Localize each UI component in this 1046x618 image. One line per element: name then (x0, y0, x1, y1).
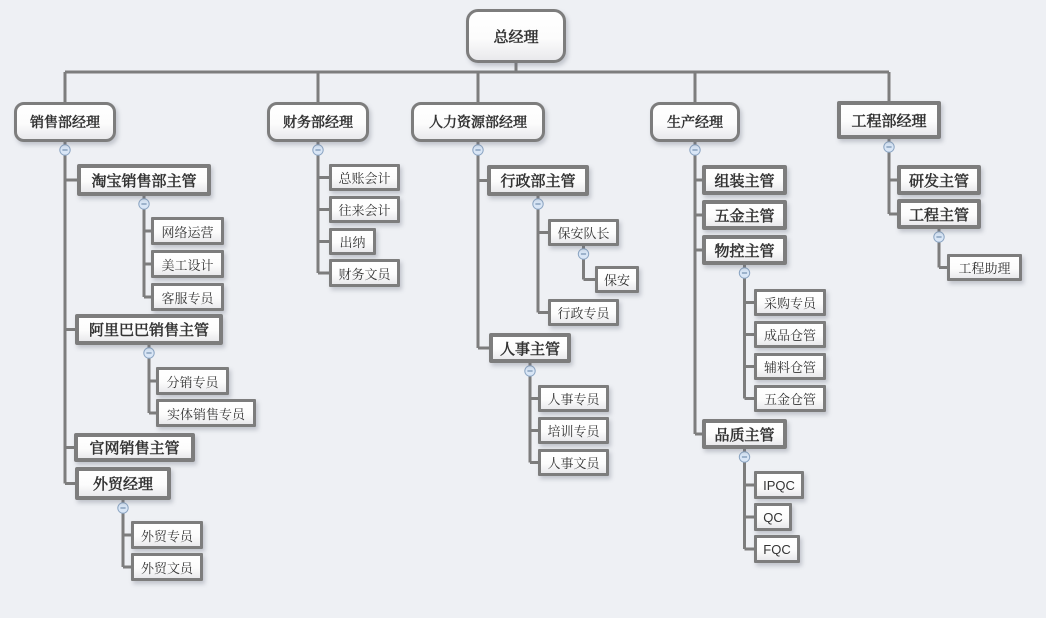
collapse-toggle[interactable] (533, 199, 543, 209)
org-node[interactable]: 官网销售主管 (74, 433, 195, 462)
collapse-toggle[interactable] (690, 145, 700, 155)
org-node[interactable]: 美工设计 (151, 250, 224, 278)
org-node[interactable]: 采购专员 (754, 289, 826, 316)
collapse-toggle[interactable] (60, 145, 70, 155)
org-node[interactable]: 品质主管 (702, 419, 787, 449)
org-node[interactable]: 总经理 (466, 9, 566, 63)
org-node[interactable]: FQC (754, 535, 800, 563)
org-node[interactable]: 往来会计 (329, 196, 400, 223)
collapse-toggle[interactable] (473, 145, 483, 155)
org-node[interactable]: 物控主管 (702, 235, 787, 265)
collapse-toggle[interactable] (739, 452, 749, 462)
org-node[interactable]: 外贸经理 (75, 467, 171, 500)
org-node[interactable]: 工程主管 (897, 199, 981, 229)
org-node[interactable]: IPQC (754, 471, 804, 499)
org-node[interactable]: 阿里巴巴销售主管 (75, 314, 223, 345)
org-node[interactable]: 工程部经理 (837, 101, 941, 139)
org-node[interactable]: 销售部经理 (14, 102, 116, 142)
org-node[interactable]: 客服专员 (151, 283, 224, 311)
org-node[interactable]: 外贸专员 (131, 521, 203, 549)
collapse-toggle[interactable] (739, 268, 749, 278)
collapse-toggle[interactable] (934, 232, 944, 242)
collapse-toggle[interactable] (139, 199, 149, 209)
collapse-toggle[interactable] (313, 145, 323, 155)
org-node[interactable]: 分销专员 (156, 367, 229, 395)
org-node[interactable]: 五金主管 (702, 200, 787, 230)
collapse-toggle[interactable] (578, 249, 588, 259)
org-node[interactable]: 辅料仓管 (754, 353, 826, 380)
org-node[interactable]: 人事文员 (538, 449, 609, 476)
org-node[interactable]: 人事主管 (489, 333, 571, 363)
org-node[interactable]: 网络运营 (151, 217, 224, 245)
org-node[interactable]: 淘宝销售部主管 (77, 164, 211, 196)
org-node[interactable]: 研发主管 (897, 165, 981, 195)
org-node[interactable]: 培训专员 (538, 417, 609, 444)
org-node[interactable]: 外贸文员 (131, 553, 203, 581)
org-node[interactable]: QC (754, 503, 792, 531)
org-node[interactable]: 保安队长 (548, 219, 619, 246)
org-node[interactable]: 财务部经理 (267, 102, 369, 142)
org-node[interactable]: 五金仓管 (754, 385, 826, 412)
org-node[interactable]: 行政专员 (548, 299, 619, 326)
org-node[interactable]: 行政部主管 (487, 165, 589, 196)
org-node[interactable]: 成品仓管 (754, 321, 826, 348)
org-node[interactable]: 出纳 (329, 228, 376, 255)
org-node[interactable]: 组装主管 (702, 165, 787, 195)
collapse-toggle[interactable] (884, 142, 894, 152)
org-node[interactable]: 保安 (595, 266, 639, 293)
org-node[interactable]: 财务文员 (329, 259, 400, 287)
org-node[interactable]: 工程助理 (947, 254, 1022, 281)
collapse-toggle[interactable] (118, 503, 128, 513)
org-node[interactable]: 实体销售专员 (156, 399, 256, 427)
org-node[interactable]: 总账会计 (329, 164, 400, 191)
collapse-toggle[interactable] (525, 366, 535, 376)
org-node[interactable]: 生产经理 (650, 102, 740, 142)
collapse-toggle[interactable] (144, 348, 154, 358)
org-node[interactable]: 人事专员 (538, 385, 609, 412)
org-node[interactable]: 人力资源部经理 (411, 102, 545, 142)
